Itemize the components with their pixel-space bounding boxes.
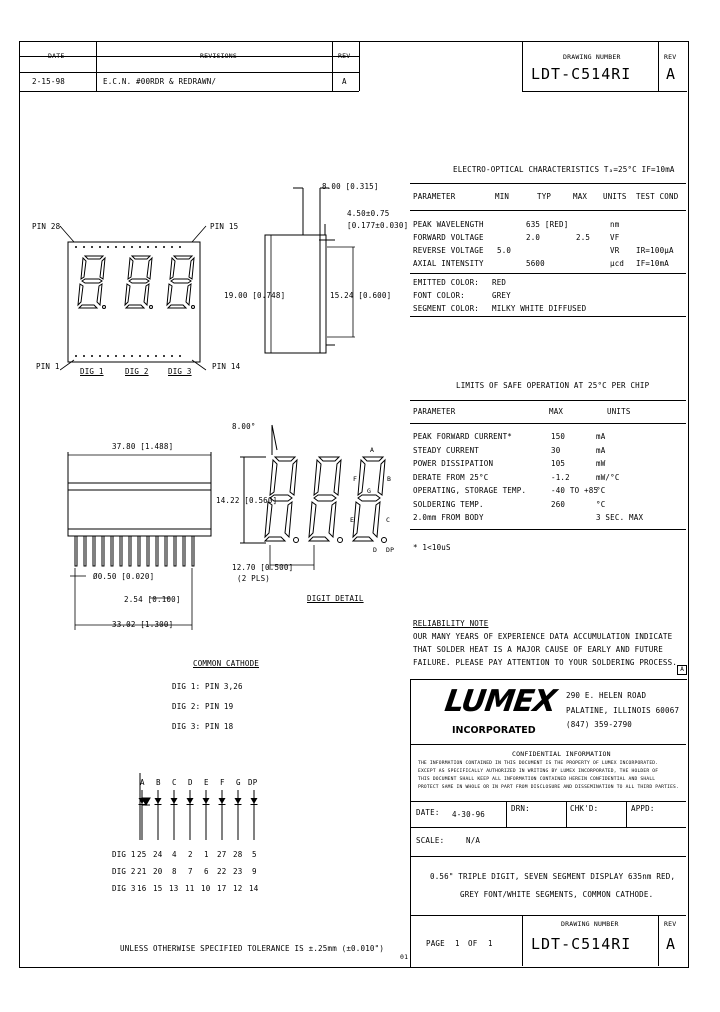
- eo-header-param: PARAMETER: [413, 192, 456, 201]
- bottom-dim-width: 37.80 [1.488]: [112, 442, 174, 451]
- limits-header-param: PARAMETER: [413, 407, 456, 416]
- bottom-dim-pitch: 2.54 [0.100]: [124, 595, 181, 604]
- cc-pin-cell: 12: [233, 884, 243, 893]
- date-header: DATE: [48, 52, 65, 60]
- cc-pin-cell: 10: [201, 884, 211, 893]
- eo-cell-r2-c1: 5.0: [497, 246, 512, 255]
- scale-label: SCALE:: [416, 836, 445, 845]
- side-dim-height: 19.00 [0.748]: [224, 291, 286, 300]
- eo-header-typ: TYP: [537, 192, 552, 201]
- eo-header-min: MIN: [495, 192, 510, 201]
- seg-label-e: E: [350, 516, 355, 524]
- cc-segment-c: C: [172, 778, 177, 787]
- drawing-number-bottom: LDT-C514RI: [531, 935, 632, 953]
- cc-pin-cell: 23: [233, 867, 243, 876]
- drawing-number-header: DRAWING NUMBER: [563, 53, 621, 61]
- side-dim-a2: [0.177±0.030]: [347, 221, 409, 230]
- seg-label-dp: DP: [386, 546, 395, 554]
- cc-pin-cell: 27: [217, 850, 227, 859]
- seg-label-f: F: [353, 475, 358, 483]
- limit-cell-r3-c0: DERATE FROM 25°C: [413, 472, 489, 482]
- limit-cell-r6-c0: 2.0mm FROM BODY: [413, 513, 484, 522]
- limit-cell-r4-c2: °C: [596, 486, 606, 495]
- cc-line-2: DIG 2: PIN 19: [172, 702, 234, 711]
- emitted-color-value: RED: [492, 278, 507, 287]
- side-dim-pins: 15.24 [0.600]: [330, 291, 392, 300]
- limit-cell-r4-c1: -40 TO +85: [551, 486, 599, 495]
- dig-2-label: DIG 2: [125, 367, 149, 376]
- cathode-diodes: [130, 770, 270, 850]
- limit-cell-r4-c0: OPERATING, STORAGE TEMP.: [413, 486, 527, 495]
- seg-label-b: B: [387, 475, 392, 483]
- seg-label-d: D: [373, 546, 378, 554]
- limits-title: LIMITS OF SAFE OPERATION AT 25°C PER CHIP: [456, 381, 650, 390]
- cc-segment-e: E: [204, 778, 209, 787]
- limits-footnote: * 1<10uS: [413, 543, 451, 552]
- limit-cell-r2-c0: POWER DISSIPATION: [413, 459, 494, 468]
- eo-cell-r3-c0: AXIAL INTENSITY: [413, 259, 484, 268]
- cc-segment-g: G: [236, 778, 241, 787]
- eo-cell-r2-c0: REVERSE VOLTAGE: [413, 246, 484, 255]
- limit-cell-r0-c0: PEAK FORWARD CURRENT*: [413, 432, 513, 441]
- address-2: PALATINE, ILLINOIS 60067: [566, 706, 680, 715]
- cc-pin-cell: 20: [153, 867, 163, 876]
- limit-cell-r2-c2: mW: [596, 459, 606, 468]
- cc-pin-cell: 2: [188, 850, 193, 859]
- reliability-line-1: OUR MANY YEARS OF EXPERIENCE DATA ACCUMULATION INDICATE: [413, 632, 673, 641]
- confidential-line-2: EXCEPT AS SPECIFICALLY AUTHORIZED IN WRITING BY LUMEX INCORPORATED, THE HOLDER OF: [418, 769, 659, 774]
- address-1: 290 E. HELEN ROAD: [566, 691, 647, 700]
- confidential-line-3: THIS DOCUMENT SHALL KEEP ALL INFORMATION CONTAINED HEREIN CONFIDENTIAL AND SHALL: [418, 777, 656, 782]
- eo-title: ELECTRO-OPTICAL CHARACTERISTICS Tₐ=25°C IF=10mA: [453, 165, 675, 174]
- limit-cell-r3-c2: mW/°C: [596, 472, 620, 482]
- limit-cell-r1-c0: STEADY CURRENT: [413, 445, 480, 455]
- cc-pin-cell: 5: [252, 850, 257, 859]
- bottom-dim-pin: Ø0.50 [0.020]: [93, 572, 155, 581]
- reliability-line-3: FAILURE. PLEASE PAY ATTENTION TO YOUR SOLDERING PROCESS.: [413, 658, 678, 667]
- limit-cell-r1-c2: mA: [596, 445, 606, 455]
- cc-pin-cell: 15: [153, 884, 163, 893]
- rev-header-bottom: REV: [664, 920, 677, 928]
- cc-pin-cell: 17: [217, 884, 227, 893]
- eo-cell-r2-c5: IR=100μA: [636, 246, 674, 255]
- cc-pin-cell: 4: [172, 850, 177, 859]
- page-label: PAGE: [426, 939, 445, 948]
- eo-cell-r1-c0: FORWARD VOLTAGE: [413, 233, 484, 242]
- eo-cell-r0-c0: PEAK WAVELENGTH: [413, 220, 484, 229]
- eo-cell-r0-c4: nm: [610, 220, 620, 229]
- reliability-title: RELIABILITY NOTE: [413, 619, 489, 628]
- cc-segment-d: D: [188, 778, 193, 787]
- revision-text: E.C.N. #00RDR & REDRAWN/: [103, 77, 217, 86]
- eo-cell-r1-c3: 2.5: [576, 233, 591, 242]
- reliability-mark: A: [677, 665, 687, 675]
- eo-cell-r3-c5: IF=10mA: [636, 259, 670, 268]
- digit-detail-caption: DIGIT DETAIL: [307, 594, 364, 603]
- cc-row-label: DIG 1: [112, 850, 136, 859]
- cc-segment-dp: DP: [248, 778, 258, 787]
- cc-pin-cell: 9: [252, 867, 257, 876]
- lumex-logo: LUMEX: [442, 684, 558, 719]
- cc-segment-a: A: [140, 778, 145, 787]
- seg-label-a: A: [370, 446, 375, 454]
- cc-line-3: DIG 3: PIN 18: [172, 722, 234, 731]
- limit-cell-r3-c1: -1.2: [551, 472, 570, 482]
- cc-line-1: DIG 1: PIN 3,26: [172, 682, 243, 691]
- cc-segment-f: F: [220, 778, 225, 787]
- eo-header-test: TEST COND: [636, 192, 679, 201]
- cc-title: COMMON CATHODE: [193, 659, 260, 668]
- appd-label: APPD:: [631, 804, 655, 813]
- drn-label: DRN:: [511, 804, 530, 813]
- font-color-value: GREY: [492, 291, 511, 300]
- revisions-header: REVISIONS: [200, 52, 238, 60]
- eo-cell-r3-c4: μcd: [610, 259, 625, 268]
- cc-pin-cell: 25: [137, 850, 147, 859]
- cc-row-label: DIG 2: [112, 867, 136, 876]
- of-label: OF: [468, 939, 478, 948]
- eo-cell-r1-c2: 2.0: [526, 233, 541, 242]
- eo-cell-r2-c4: VR: [610, 246, 620, 255]
- eo-cell-r0-c2: 635 [RED]: [526, 220, 569, 229]
- cc-pin-cell: 1: [204, 850, 209, 859]
- cc-pin-cell: 6: [204, 867, 209, 876]
- limit-cell-r5-c0: SOLDERING TEMP.: [413, 499, 484, 509]
- date-value: 4-30-96: [452, 810, 486, 819]
- cc-row-label: DIG 3: [112, 884, 136, 893]
- limit-cell-r1-c1: 30: [551, 445, 561, 455]
- address-phone: (847) 359-2790: [566, 720, 633, 729]
- segment-color-value: MILKY WHITE DIFFUSED: [492, 304, 587, 313]
- bottom-dim-span: 33.02 [1.300]: [112, 620, 174, 629]
- revision-date: 2-15-98: [32, 77, 66, 86]
- limit-cell-r0-c1: 150: [551, 432, 566, 441]
- eo-cell-r1-c4: VF: [610, 233, 620, 242]
- date-label: DATE:: [416, 808, 440, 817]
- lumex-incorporated: INCORPORATED: [452, 725, 536, 736]
- digit-dim-height: 14.22 [0.560]: [216, 496, 278, 505]
- confidential-line-1: THE INFORMATION CONTAINED IN THIS DOCUMENT IS THE PROPERTY OF LUMEX INCORPORATED.: [418, 761, 659, 766]
- limit-cell-r5-c2: °C: [596, 499, 606, 509]
- pin-1-label: PIN 1: [36, 362, 60, 371]
- dig-1-label: DIG 1: [80, 367, 104, 376]
- cc-pin-cell: 13: [169, 884, 179, 893]
- drawing-rev: A: [666, 65, 676, 83]
- limit-cell-r5-c1: 260: [551, 499, 566, 509]
- drawing-number-header-bottom: DRAWING NUMBER: [561, 920, 619, 928]
- drawing-number: LDT-C514RI: [531, 65, 632, 83]
- font-color-label: FONT COLOR:: [413, 291, 465, 300]
- cc-pin-cell: 28: [233, 850, 243, 859]
- pin-14-label: PIN 14: [212, 362, 241, 371]
- seg-label-g: G: [367, 487, 372, 495]
- seg-label-c: C: [386, 516, 391, 524]
- scale-value: N/A: [466, 836, 481, 845]
- eo-header-max: MAX: [573, 192, 588, 201]
- chkd-label: CHK'D:: [570, 804, 599, 813]
- side-dim-a1: 4.50±0.75: [347, 209, 390, 218]
- pin-28-label: PIN 28: [32, 222, 61, 231]
- reliability-line-2: THAT SOLDER HEAT IS A MAJOR CAUSE OF EARLY AND FUTURE: [413, 645, 663, 654]
- cc-pin-cell: 24: [153, 850, 163, 859]
- description-line-2: GREY FONT/WHITE SEGMENTS, COMMON CATHODE.: [460, 890, 654, 899]
- cc-pin-cell: 7: [188, 867, 193, 876]
- dig-3-label: DIG 3: [168, 367, 192, 376]
- confidential-title: CONFIDENTIAL INFORMATION: [512, 750, 611, 758]
- digit-dim-width2: (2 PLS): [237, 574, 271, 583]
- confidential-line-4: PROTECT SAME IN WHOLE OR IN PART FROM DISCLOSURE AND DISSEMINATION TO ALL THIRD PARTIES.: [418, 785, 679, 790]
- page-value: 1: [455, 939, 460, 948]
- digit-dim-width1: 12.70 [0.500]: [232, 563, 294, 572]
- limit-cell-r6-c2: 3 SEC. MAX: [596, 513, 644, 522]
- front-view-drawing: [60, 220, 210, 380]
- cc-pin-cell: 21: [137, 867, 147, 876]
- cc-pin-cell: 16: [137, 884, 147, 893]
- digit-slant: 8.00°: [232, 422, 256, 431]
- rev-value-bottom: A: [666, 935, 676, 953]
- side-dim-top: 8.00 [0.315]: [322, 182, 379, 191]
- revision-rev: A: [342, 77, 347, 86]
- emitted-color-label: EMITTED COLOR:: [413, 278, 480, 287]
- limits-header-max: MAX: [549, 407, 564, 416]
- segment-color-label: SEGMENT COLOR:: [413, 304, 480, 313]
- rev-header-2: REV: [664, 53, 677, 61]
- cc-pin-cell: 8: [172, 867, 177, 876]
- of-value: 1: [488, 939, 493, 948]
- eo-cell-r3-c2: 5600: [526, 259, 545, 268]
- cc-pin-cell: 11: [185, 884, 195, 893]
- cc-pin-cell: 22: [217, 867, 227, 876]
- cc-pin-cell: 14: [249, 884, 259, 893]
- pin-15-label: PIN 15: [210, 222, 239, 231]
- limit-cell-r2-c1: 105: [551, 459, 566, 468]
- small-mark: 01: [400, 953, 409, 961]
- tolerance-note: UNLESS OTHERWISE SPECIFIED TOLERANCE IS ±.25mm (±0.010"): [120, 944, 385, 953]
- rev-header: REV: [338, 52, 351, 60]
- cc-segment-b: B: [156, 778, 161, 787]
- eo-header-units: UNITS: [603, 192, 627, 201]
- bottom-view-drawing: [60, 440, 220, 640]
- description-line-1: 0.56" TRIPLE DIGIT, SEVEN SEGMENT DISPLAY 635nm RED,: [430, 872, 676, 881]
- limits-header-units: UNITS: [607, 407, 631, 416]
- limit-cell-r0-c2: mA: [596, 432, 606, 441]
